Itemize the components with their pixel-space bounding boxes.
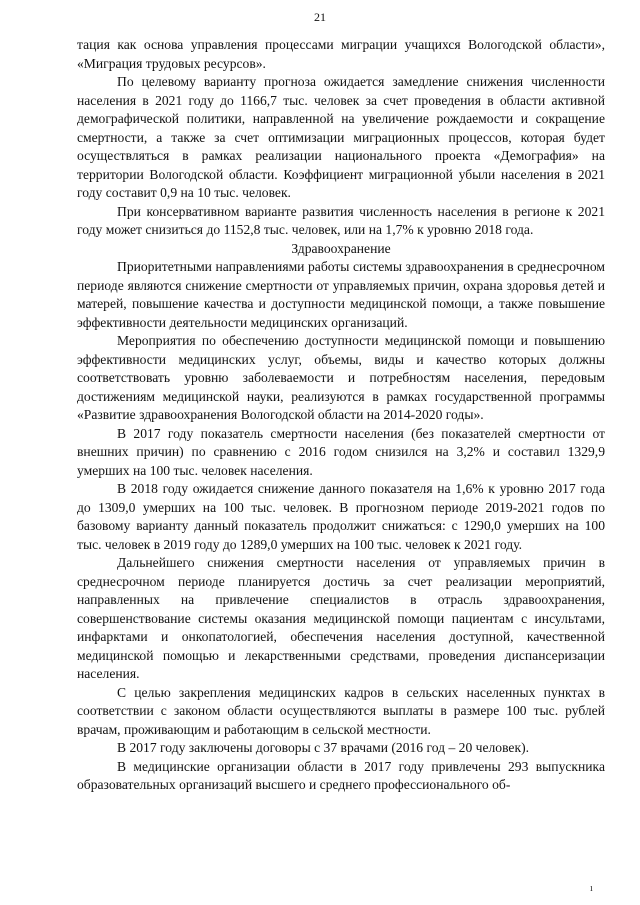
paragraph-contracts: В 2017 году заключены договоры с 37 врачами (2016 год – 20 человек). [117,740,529,755]
paragraph-mortality-reduction: Дальнейшего снижения смертности населения от управляемых причин в среднесрочном периоде планируется достичь за счет реализации мероприятий, направленных на привлечение специалистов в отрасль здравоохранения, совершенствование системы оказания медицинской помощи пациентам с инсультами, инфарктами и онкопатологией, обеспечения населения доступной, качественной медицинской помощью и лекарственными средствами, проведения диспансеризации населения. [77,555,605,681]
scan-mark: ı [590,883,593,894]
paragraph-target-forecast: По целевому варианту прогноза ожидается замедление снижения численности населения в 2021 году до 1166,7 тыс. человек за счет проведения в области активной демографической политики, направленной на увеличение рождаемости и сокращение смертности, а также за счет оптимизации миграционных процессов, которая будет осуществляться в рамках реализации национального проекта «Демография» на территории Вологодской области. Коэффициент миграционной убыли населения в 2021 году составит 0,9 на 10 тыс. человек. [77,74,605,200]
paragraph-continuation: тация как основа управления процессами миграции учащихся Вологодской области», «Миграция трудовых ресурсов». [77,37,605,71]
paragraph-conservative-forecast: При консервативном варианте развития численность населения в регионе к 2021 году может снизиться до 1152,8 тыс. человек, или на 1,7% к уровню 2018 года. [77,203,605,237]
paragraph-graduates: В медицинские организации области в 2017 году привлечены 293 выпускника образовательных организаций высшего и среднего профессионального об- [77,758,605,792]
paragraph-health-priorities: Приоритетными направлениями работы системы здравоохранения в среднесрочном периоде являются снижение смертности от управляемых причин, охрана здоровья детей и матерей, повышение качества и доступности медицинской помощи, а также повышение эффективности деятельности медицинских организаций. [77,259,605,330]
paragraph-mortality-forecast: В 2018 году ожидается снижение данного показателя на 1,6% к уровню 2017 года до 1309,0 умерших на 100 тыс. человек. В прогнозном периоде 2019-2021 годов по базовому варианту данный показатель продолжит снижаться: с 1290,0 умерших на 100 тыс. человек в 2019 году до 1289,0 умерших на 100 тыс. человек к 2021 году. [77,481,605,552]
body-text [77,36,605,795]
paragraph-mortality-2017: В 2017 году показатель смертности населения (без показателей смертности от внешних причин) по сравнению с 2016 годом снизился на 3,2% и составил 1329,9 умерших на 100 тыс. человек населения. [77,425,605,478]
section-heading-healthcare: Здравоохранение [291,240,391,256]
paragraph-health-program: Мероприятия по обеспечению доступности медицинской помощи и повышению эффективности медицинских услуг, объемы, виды и качество которых должны соответствовать уровню заболеваемости и потребностям населения, передовым достижениям медицинской науки, реализуются в рамках государственной программы «Развитие здравоохранения Вологодской области на 2014-2020 годы». [77,333,605,422]
paragraph-rural-payments: С целью закрепления медицинских кадров в сельских населенных пунктах в соответствии с законом области осуществляются выплаты в размере 100 тыс. рублей врачам, проживающим и работающим в сельской местности. [77,684,605,737]
page-number: 21 [314,10,326,24]
